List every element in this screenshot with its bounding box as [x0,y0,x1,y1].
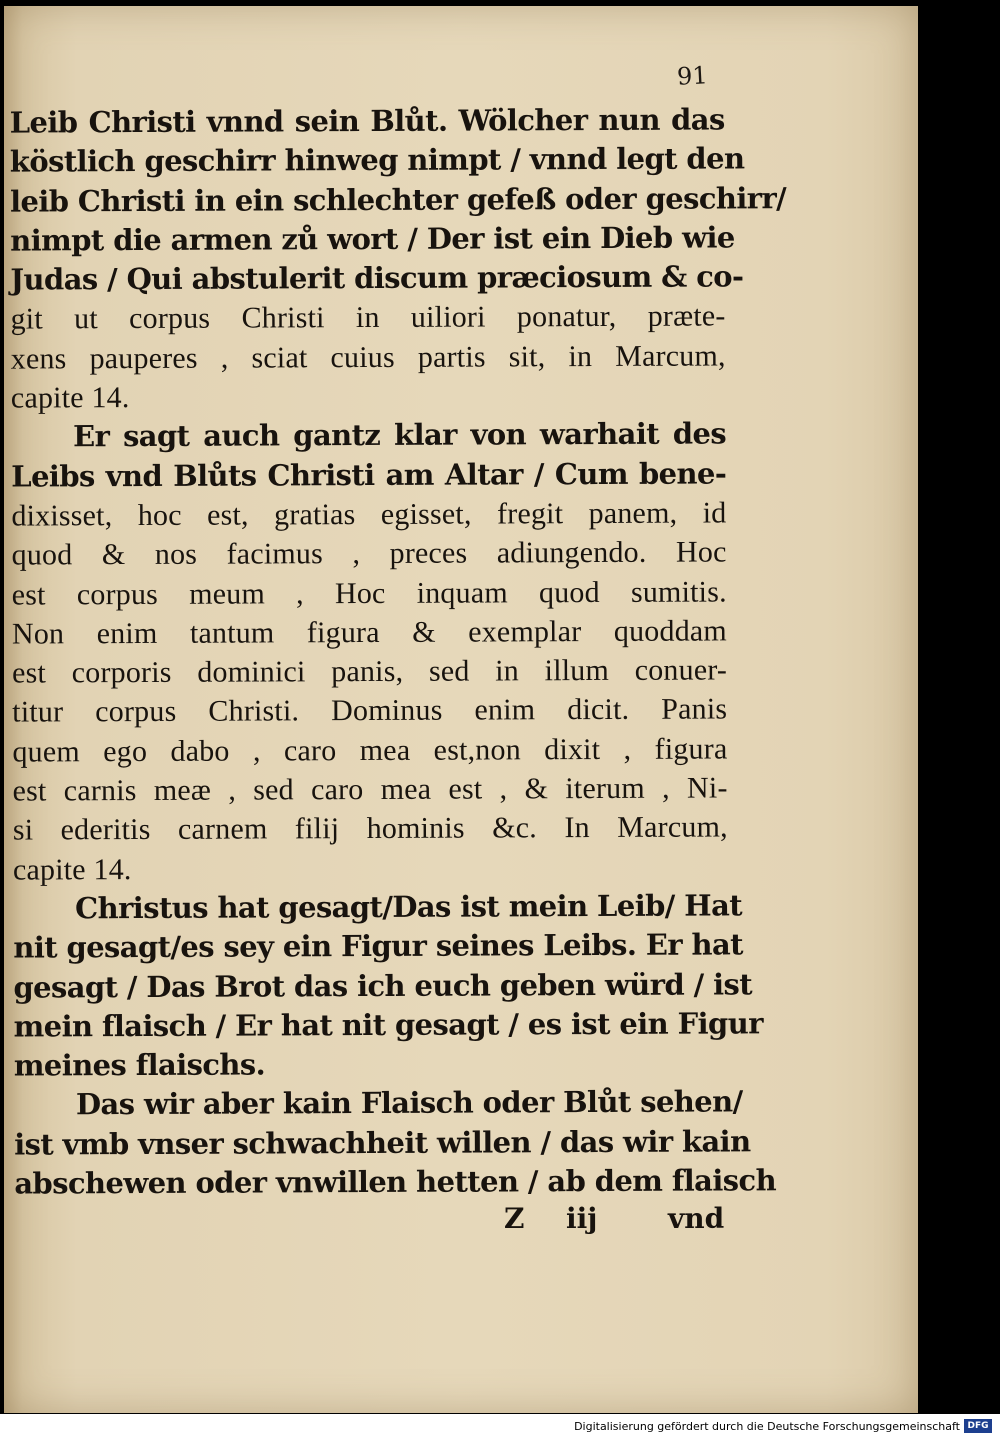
text-block [9,100,787,1203]
catchword: vnd [668,1202,725,1235]
text-line: titur corpus Christi. Dominus enim dicit. Panis [12,692,728,730]
text-line: si ederitis carnem filij hominis &c. In Marcum, [12,810,728,847]
signature-mark: Z [504,1202,525,1235]
dfg-logo: DFG [964,1419,992,1433]
text-line: mein flaisch / Er hat nit gesagt / es ist ein Figur [13,1006,763,1044]
text-line: quem ego dabo , caro mea est,non dixit , figura [12,732,728,769]
text-line: xens pauperes , sciat cuius partis sit, in Marcum, [10,339,726,376]
funding-credit: Digitalisierung gefördert durch die Deutsche Forschungsgemeinschaft [574,1420,960,1433]
catchword-line [4,1202,734,1242]
text-line: Christus hat gesagt/Das ist mein Leib/ Hat [75,888,743,926]
text-line: abschewen oder vnwillen hetten / ab dem flaisch [14,1163,777,1201]
text-line: Non enim tantum figura & exemplar quoddam [11,614,727,651]
footer-strip [0,1414,1000,1436]
text-line: leib Christi in ein schlechter gefeß oder geschirr/ [9,180,787,219]
text-line: Das wir aber kain Flaisch oder Blůt sehen/ [75,1084,743,1122]
text-line: Leib Christi vnnd sein Blůt. Wölcher nun das [9,102,725,140]
text-line: ist vmb vnser schwachheit willen / das wir kain [14,1124,751,1162]
text-line: köstlich geschirr hinweg nimpt / vnnd legt den [9,141,745,179]
text-line: gesagt / Das Brot das ich euch geben würd / ist [13,966,753,1005]
text-line: dixisset, hoc est, gratias egisset, fregit panem, id [11,496,727,533]
text-line: est carnis meæ , sed caro mea est , & iterum , Ni- [12,771,728,808]
text-line: nit gesagt/es sey ein Figur seines Leibs. Er hat [13,927,744,965]
book-page [4,6,918,1413]
text-line: Leibs vnd Blůts Christi am Altar / Cum bene- [11,456,727,494]
page-number: 91 [676,61,709,91]
text-line: Er sagt auch gantz klar von warhait des [72,416,727,454]
text-line: Judas / Qui abstulerit discum præciosum & co- [10,259,744,297]
text-line: git ut corpus Christi in uiliori ponatur, præte- [10,299,726,337]
text-line: meines flaischs. [13,1047,266,1083]
text-line: nimpt die armen zů wort / Der ist ein Dieb wie [10,220,735,258]
text-line: capite 14. [12,852,132,887]
text-line: capite 14. [10,381,130,415]
signature-number: iij [566,1202,598,1235]
text-line: est corpus meum , Hoc inquam quod sumitis. [11,575,727,612]
text-line: est corporis dominici panis, sed in illum conuer- [12,653,728,690]
text-line: quod & nos facimus , preces adiungendo. Hoc [11,535,727,572]
